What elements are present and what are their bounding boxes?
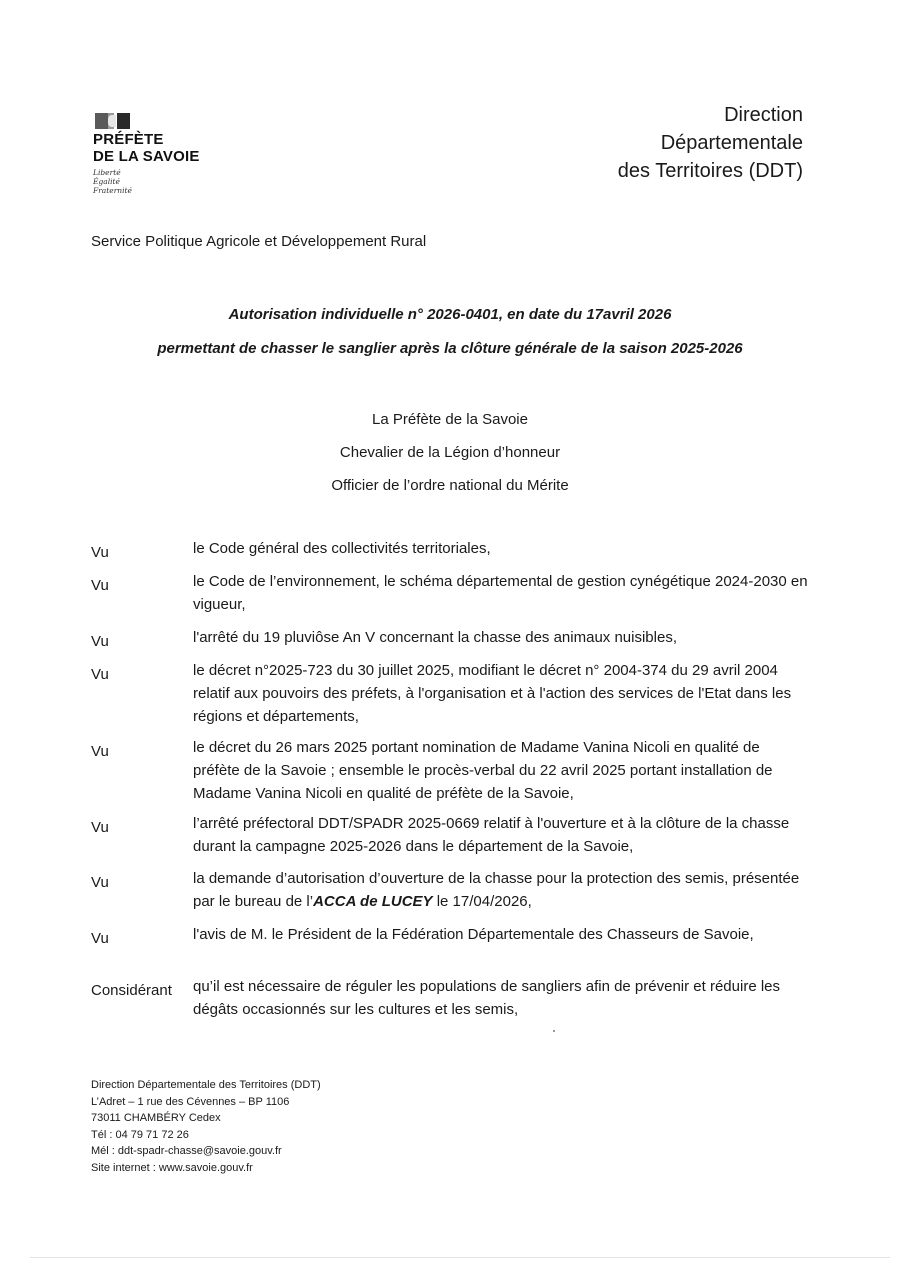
footer-line: Direction Départementale des Territoires (DDT) bbox=[91, 1079, 321, 1091]
logo-title-line-2: DE LA SAVOIE bbox=[93, 148, 200, 165]
request-text: la demande d’autorisation d’ouverture de la chasse pour la protection des semis, présentée par le bureau de l’ bbox=[193, 870, 800, 910]
document-title-line-1: Autorisation individuelle n° 2026-0401, en date du 17avril 2026 bbox=[228, 306, 672, 323]
footer-line: 73011 CHAMBÉRY Cedex bbox=[91, 1112, 221, 1124]
consideration-label: Vu bbox=[91, 666, 109, 683]
page-bottom-divider bbox=[30, 1257, 890, 1258]
consideration-text: l'avis de M. le Président de la Fédération Départementale des Chasseurs de Savoie, bbox=[193, 926, 754, 943]
consideration-label: Vu bbox=[91, 874, 109, 891]
consideration-text: le décret du 26 mars 2025 portant nomination de Madame Vanina Nicoli en qualité de préfète de la Savoie ; ensemble le procès-verbal du 22 avril 2025 portant installation de Madame Vanina Nicoli en qualité de préfète de la Savoie, bbox=[193, 739, 773, 802]
logo-title-line-1: PRÉFÈTE bbox=[93, 131, 164, 148]
document-title-line-2: permettant de chasser le sanglier après la clôture générale de la saison 2025-2026 bbox=[157, 340, 743, 357]
consideration-text: le décret n°2025-723 du 30 juillet 2025, modifiant le décret n° 2004-374 du 29 avril 2004 relatif aux pouvoirs des préfets, à l'organisation et à l'action des services de l'Etat dans les régions et départements, bbox=[193, 662, 792, 725]
motto-fraternite: Fraternité bbox=[93, 186, 132, 195]
consideration-label: Vu bbox=[91, 633, 109, 650]
republic-motto bbox=[93, 168, 253, 195]
footer-line: Tél : 04 79 71 72 26 bbox=[91, 1128, 189, 1141]
motto-egalite: Égalité bbox=[93, 177, 120, 186]
marianne-logo-icon bbox=[95, 113, 139, 131]
authority-line-3: Officier de l’ordre national du Mérite bbox=[331, 477, 569, 494]
authority-line-2: Chevalier de la Légion d’honneur bbox=[339, 444, 561, 461]
acca-name: ACCA de LUCEY bbox=[313, 893, 433, 910]
consideration-text: le Code de l’environnement, le schéma départemental de gestion cynégétique 2024-2030 en vigueur, bbox=[193, 573, 808, 613]
footer-email[interactable]: Mél : ddt-spadr-chasse@savoie.gouv.fr bbox=[91, 1145, 282, 1157]
request-date: le 17/04/2026, bbox=[432, 893, 532, 910]
direction-line-3: des Territoires (DDT) bbox=[617, 160, 803, 182]
consideration-label: Vu bbox=[91, 930, 109, 947]
direction-heading bbox=[618, 101, 803, 185]
direction-line-2: Départementale bbox=[660, 132, 803, 154]
consideration-text: l’arrêté préfectoral DDT/SPADR 2025-0669 relatif à l'ouverture et à la clôture de la chasse durant la campagne 2025-2026 dans le département de la Savoie, bbox=[193, 815, 790, 855]
consideration-text: qu’il est nécessaire de réguler les populations de sangliers afin de prévenir et réduire les dégâts occasionnés sur les cultures et les semis, bbox=[193, 978, 781, 1018]
footer-website[interactable]: Site internet : www.savoie.gouv.fr bbox=[91, 1161, 253, 1174]
consideration-label: Considérant bbox=[91, 982, 172, 999]
scan-speck bbox=[553, 1030, 555, 1032]
direction-line-1: Direction bbox=[724, 104, 803, 126]
footer-contact bbox=[91, 1077, 321, 1176]
consideration-text: le Code général des collectivités territoriales, bbox=[193, 540, 491, 557]
consideration-text: l'arrêté du 19 pluviôse An V concernant la chasse des animaux nuisibles, bbox=[193, 629, 677, 646]
consideration-label: Vu bbox=[91, 544, 109, 561]
consideration-text bbox=[193, 867, 808, 913]
consideration-label: Vu bbox=[91, 577, 109, 594]
prefecture-logo bbox=[93, 113, 253, 195]
authority-line-1: La Préfète de la Savoie bbox=[372, 411, 528, 428]
consideration-label: Vu bbox=[91, 743, 109, 760]
consideration-label: Vu bbox=[91, 819, 109, 836]
service-name: Service Politique Agricole et Développement Rural bbox=[91, 233, 427, 250]
motto-liberte: Liberté bbox=[93, 168, 121, 177]
footer-line: L’Adret – 1 rue des Cévennes – BP 1106 bbox=[91, 1095, 290, 1108]
